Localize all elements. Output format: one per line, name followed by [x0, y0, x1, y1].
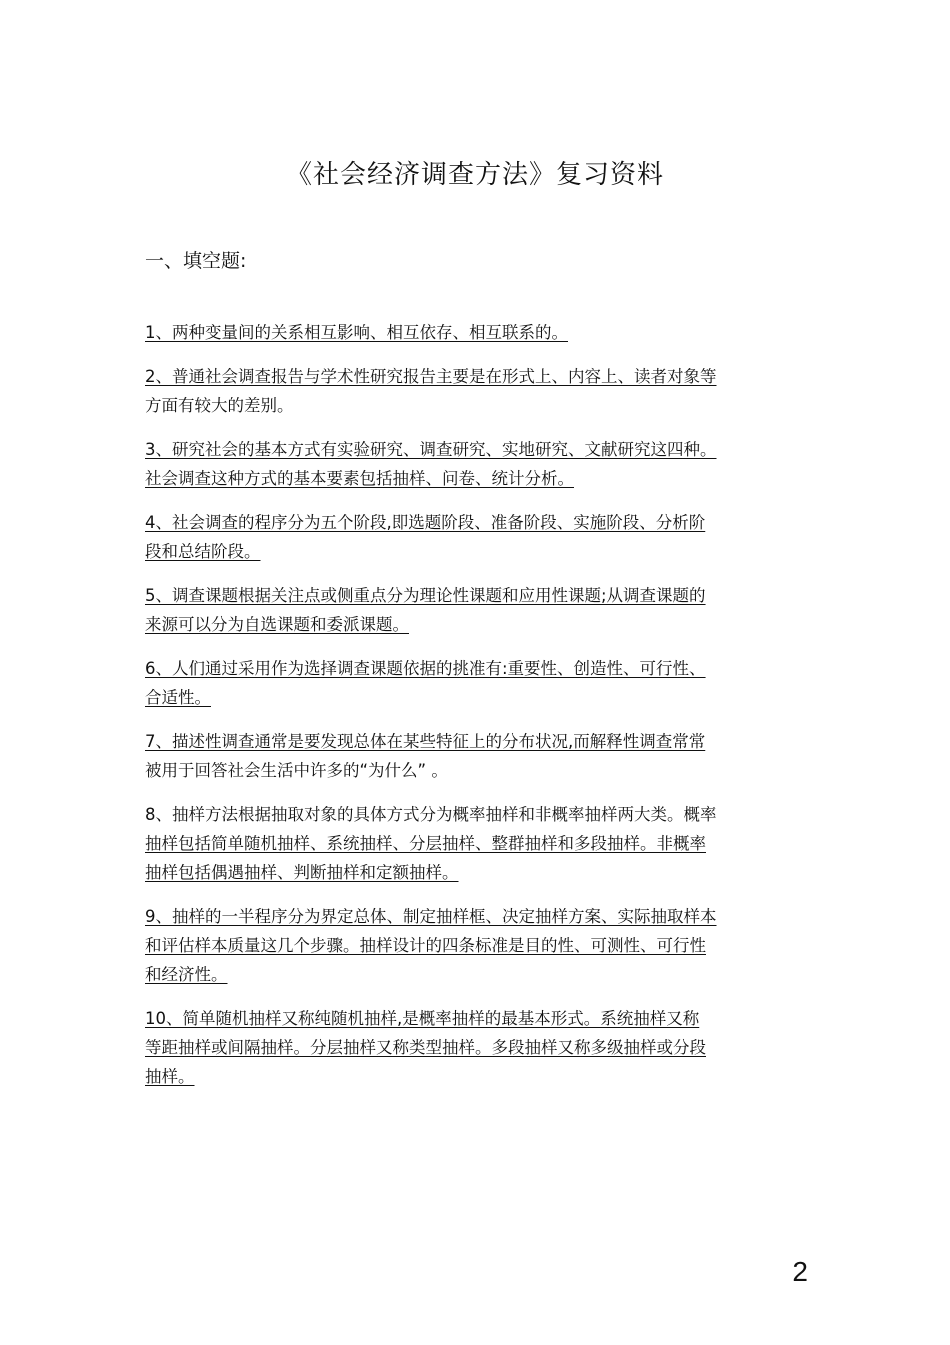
item-line: 2、普通社会调查报告与学术性研究报告主要是在形式上、内容上、读者对象等	[145, 367, 717, 386]
section-heading: 一、填空题:	[145, 250, 247, 272]
item-line: 来源可以分为自选课题和委派课题。	[145, 615, 409, 634]
item-line: 方面有较大的差别。	[145, 396, 294, 415]
item-line: 段和总结阶段。	[145, 542, 261, 561]
item-line: 社会调查这种方式的基本要素包括抽样、问卷、统计分析。	[145, 469, 574, 488]
item-line: 3、研究社会的基本方式有实验研究、调查研究、实地研究、文献研究这四种。	[145, 440, 717, 459]
question-item-10	[145, 1004, 810, 1091]
item-line: 合适性。	[145, 688, 211, 707]
item-line: 4、社会调查的程序分为五个阶段,即选题阶段、准备阶段、实施阶段、分析阶	[145, 513, 706, 532]
question-item-5	[145, 581, 810, 639]
item-line: 和经济性。	[145, 965, 228, 984]
question-item-3	[145, 435, 810, 493]
page-number: 2	[792, 1256, 808, 1287]
item-line: 9、抽样的一半程序分为界定总体、制定抽样框、决定抽样方案、实际抽取样本	[145, 907, 717, 926]
item-line: 等距抽样或间隔抽样。分层抽样又称类型抽样。多段抽样又称多级抽样或分段	[145, 1038, 706, 1057]
item-line: 抽样包括简单随机抽样、系统抽样、分层抽样、整群抽样和多段抽样。非概率	[145, 834, 706, 853]
item-line: 被用于回答社会生活中许多的“为什么” 。	[145, 761, 448, 780]
question-list	[145, 318, 810, 1106]
question-item-6	[145, 654, 810, 712]
item-line: 1、两种变量间的关系相互影响、相互依存、相互联系的。	[145, 323, 568, 342]
question-item-9	[145, 902, 810, 989]
question-item-2	[145, 362, 810, 420]
item-line: 抽样。	[145, 1067, 195, 1086]
item-line: 和评估样本质量这几个步骤。抽样设计的四条标准是目的性、可测性、可行性	[145, 936, 706, 955]
item-line: 7、描述性调查通常是要发现总体在某些特征上的分布状况,而解释性调查常常	[145, 732, 706, 751]
item-line: 8、抽样方法根据抽取对象的具体方式分为概率抽样和非概率抽样两大类。概率	[145, 805, 717, 824]
question-item-4	[145, 508, 810, 566]
document-title: 《社会经济调查方法》复习资料	[285, 160, 664, 190]
item-line: 抽样包括偶遇抽样、判断抽样和定额抽样。	[145, 863, 459, 882]
item-line: 6、人们通过采用作为选择调查课题依据的挑准有:重要性、创造性、可行性、	[145, 659, 706, 678]
question-item-7	[145, 727, 810, 785]
question-item-8	[145, 800, 810, 887]
item-line: 10、简单随机抽样又称纯随机抽样,是概率抽样的最基本形式。系统抽样又称	[145, 1009, 700, 1028]
question-item-1	[145, 318, 810, 347]
item-line: 5、调查课题根据关注点或侧重点分为理论性课题和应用性课题;从调查课题的	[145, 586, 706, 605]
